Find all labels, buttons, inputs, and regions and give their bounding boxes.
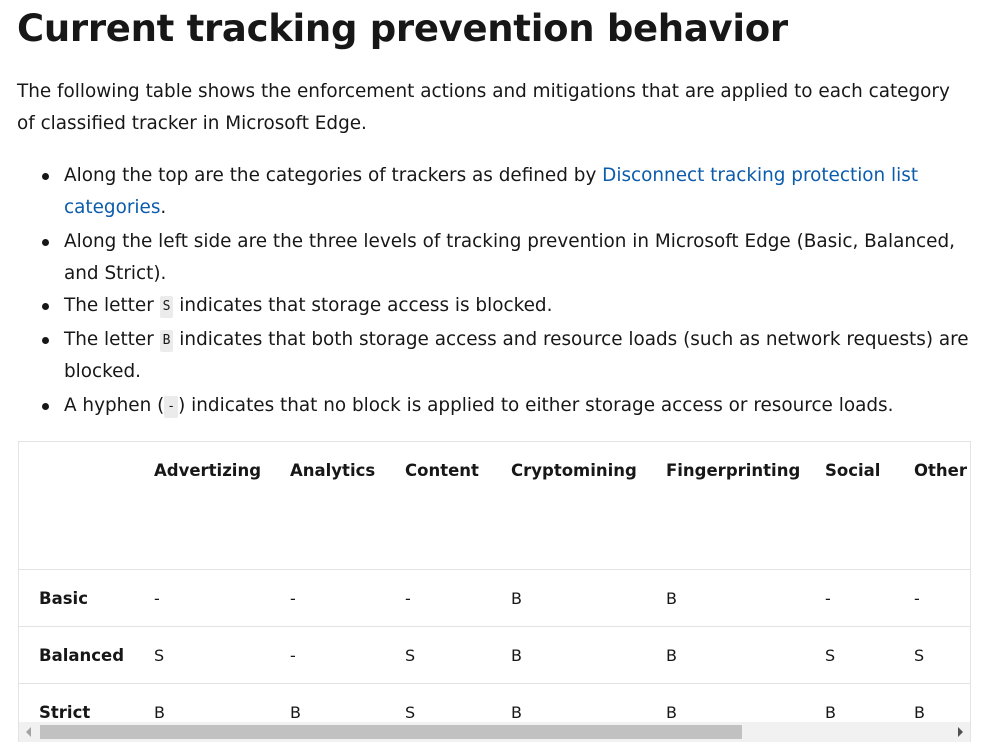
table-cell: - [290, 627, 405, 684]
behavior-table-container [18, 441, 971, 742]
inline-code-s: S [160, 296, 174, 318]
disconnect-categories-link[interactable]: Disconnect tracking protection list categories [64, 165, 919, 218]
table-cell: S [154, 627, 290, 684]
table-header-row [19, 442, 971, 570]
inline-code-b: B [160, 330, 174, 352]
table-cell: B [290, 684, 405, 741]
list-item [0, 290, 970, 322]
table-cell: B [511, 684, 666, 741]
row-header-strict: Strict [39, 684, 154, 741]
table-cell: B [666, 627, 825, 684]
table-cell: S [825, 627, 914, 684]
column-header-content: Content [405, 461, 479, 480]
scroll-right-arrow-icon[interactable] [958, 727, 963, 737]
table-row [19, 570, 971, 627]
table-cell: B [154, 684, 290, 741]
list-item-text: The letter [64, 295, 160, 316]
row-header-balanced: Balanced [39, 627, 154, 684]
table-cell: - [290, 570, 405, 627]
list-item-text: indicates that both storage access and resource loads (such as network requests) are blocked. [64, 329, 969, 382]
list-item-text: A hyphen ( [64, 395, 165, 416]
column-header-analytics: Analytics [290, 461, 376, 480]
intro-paragraph: The following table shows the enforcement actions and mitigations that are applied to each category of classified tracker in Microsoft Edge. [17, 81, 950, 134]
table-cell: B [914, 684, 971, 741]
behavior-table [19, 442, 971, 740]
scroll-left-arrow-icon[interactable] [26, 727, 31, 737]
column-header-fingerprinting: Fingerprinting [666, 461, 801, 480]
list-item-text: indicates that storage access is blocked. [173, 295, 553, 316]
table-cell: B [666, 684, 825, 741]
column-header-social: Social [825, 461, 881, 480]
table-row [19, 627, 971, 684]
list-item-text: Along the left side are the three levels of tracking prevention in Microsoft Edge (Basic, Balanced, and Strict). [64, 231, 956, 284]
table-cell: - [405, 570, 511, 627]
inline-code-hyphen: - [164, 396, 178, 418]
table-cell: S [405, 684, 511, 741]
table-cell: S [914, 627, 971, 684]
list-item [0, 390, 970, 422]
explanation-list [0, 160, 970, 422]
table-cell: - [825, 570, 914, 627]
page-title: Current tracking prevention behavior [17, 7, 788, 50]
column-header-cryptomining: Cryptomining [511, 461, 637, 480]
column-header [39, 442, 154, 570]
table-cell: B [666, 570, 825, 627]
table-horizontal-scrollbar[interactable] [19, 722, 970, 742]
list-item [0, 324, 970, 388]
table-cell: B [511, 627, 666, 684]
table-cell: S [405, 627, 511, 684]
list-item-text: . [160, 197, 167, 218]
table-cell: B [511, 570, 666, 627]
list-item-text: ) indicates that no block is applied to either storage access or resource loads. [178, 395, 894, 416]
column-header-other: Other [914, 461, 967, 480]
table-cell: - [154, 570, 290, 627]
table-cell: - [914, 570, 971, 627]
list-item-text: The letter [64, 329, 160, 350]
row-header-basic: Basic [39, 570, 154, 627]
column-header-advertizing: Advertizing [154, 461, 262, 480]
table-cell: B [825, 684, 914, 741]
list-item-text: Along the top are the categories of trackers as defined by [64, 165, 603, 186]
list-item [0, 226, 970, 290]
list-item [0, 160, 970, 224]
scrollbar-thumb[interactable] [40, 725, 742, 739]
